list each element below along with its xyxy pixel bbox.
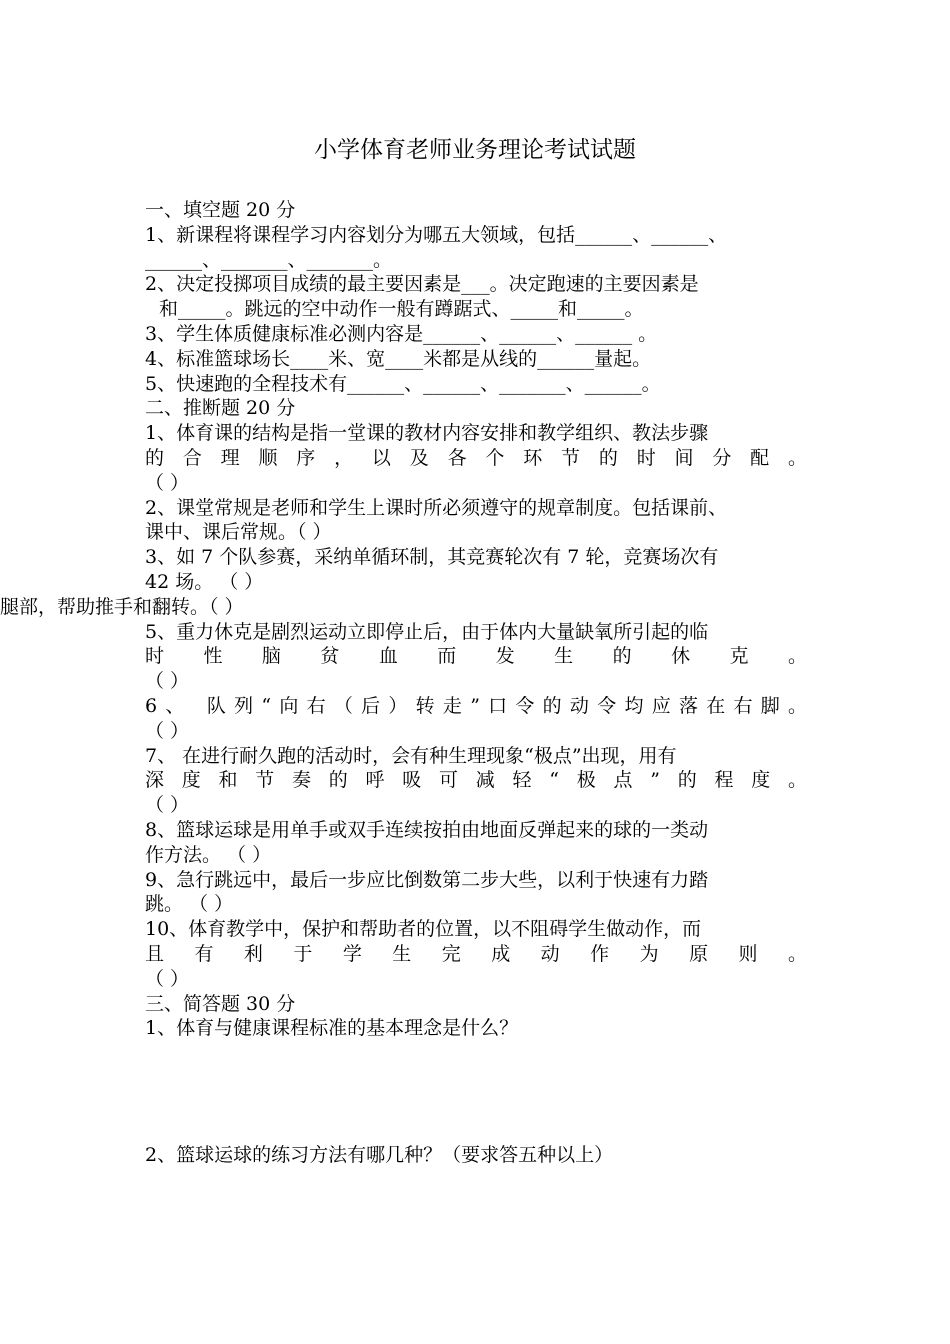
question-line: 和_____。跳远的空中动作一般有蹲踞式、_____和_____。: [159, 298, 644, 321]
question-line: 7、 在进行耐久跑的活动时，会有种生理现象“极点”出现，用有: [145, 744, 677, 767]
question-line: 课中、课后常规。（ ）: [145, 521, 332, 544]
question-line: 2、课堂常规是老师和学生上课时所必须遵守的规章制度。包括课前、: [145, 496, 728, 519]
question-line: 42 场。 （ ）: [145, 570, 264, 593]
answer-bracket: （ ）: [145, 967, 190, 990]
page-title: 小学体育老师业务理论考试试题: [314, 137, 636, 163]
question-line: 3、学生体质健康标准必测内容是______、______、______ 。: [145, 322, 658, 345]
question-line: 4、标准篮球场长____米、宽____米都是从线的______量起。: [145, 347, 652, 370]
answer-bracket: （ ）: [145, 794, 190, 817]
exam-body: [0, 198, 807, 1168]
section-heading-fill-blank: 一、填空题 20 分: [145, 199, 296, 221]
question-line: 1、新课程将课程学习内容划分为哪五大领域，包括______、______、: [145, 223, 728, 246]
question-line: 8、篮球运球是用单手或双手连续按拍由地面反弹起来的球的一类动: [145, 818, 709, 841]
question-line: 2、决定投掷项目成绩的最主要因素是___。决定跑速的主要因素是: [145, 273, 699, 296]
question-line: 1、体育与健康课程标准的基本理念是什么？: [145, 1017, 519, 1040]
answer-bracket: （ ）: [145, 670, 190, 693]
answer-bracket: （ ）: [145, 471, 190, 494]
question-line: 的合理顺序，以及各个环节的时间分配。: [145, 446, 807, 469]
question-line: 作方法。 （ ）: [145, 843, 272, 866]
question-line: ______、_______、_______。: [145, 248, 393, 271]
section-heading-judgment: 二、推断题 20 分: [145, 397, 296, 420]
question-line: 5、重力休克是剧烈运动立即停止后，由于体内大量缺氧所引起的临: [145, 620, 709, 643]
section-heading-short-answer: 三、简答题 30 分: [145, 992, 296, 1015]
question-line: 且有利于学生完成动作为原则。: [145, 942, 807, 965]
question-line: 5、快速跑的全程技术有______、______、_______、______。: [145, 372, 661, 395]
question-line: 1、体育课的结构是指一堂课的教材内容安排和教学组织、教法步骤: [145, 422, 709, 445]
question-line: 2、篮球运球的练习方法有哪几种？（要求答五种以上）: [145, 1144, 614, 1167]
question-line: 深度和节奏的呼吸可减轻“极点”的程度。: [145, 769, 807, 792]
question-line: 10、体育教学中，保护和帮助者的位置，以不阻碍学生做动作，而: [145, 918, 702, 941]
question-line: 3、如 7 个队参赛，采纳单循环制，其竞赛轮次有 7 轮，竞赛场次有: [145, 546, 719, 569]
question-line: 6、 队列“向右（后）转走”口令的动令均应落在右脚。: [145, 694, 807, 717]
answer-bracket: （ ）: [145, 719, 190, 742]
question-line: 9、急行跳远中，最后一步应比倒数第二步大些，以利于快速有力踏: [145, 868, 709, 891]
question-line: 腿部，帮助推手和翻转。（ ）: [0, 595, 244, 618]
question-line: 跳。 （ ）: [145, 893, 234, 916]
question-line: 时性脑贫血而发生的休克。: [145, 645, 807, 668]
answer-space: [145, 1041, 807, 1143]
